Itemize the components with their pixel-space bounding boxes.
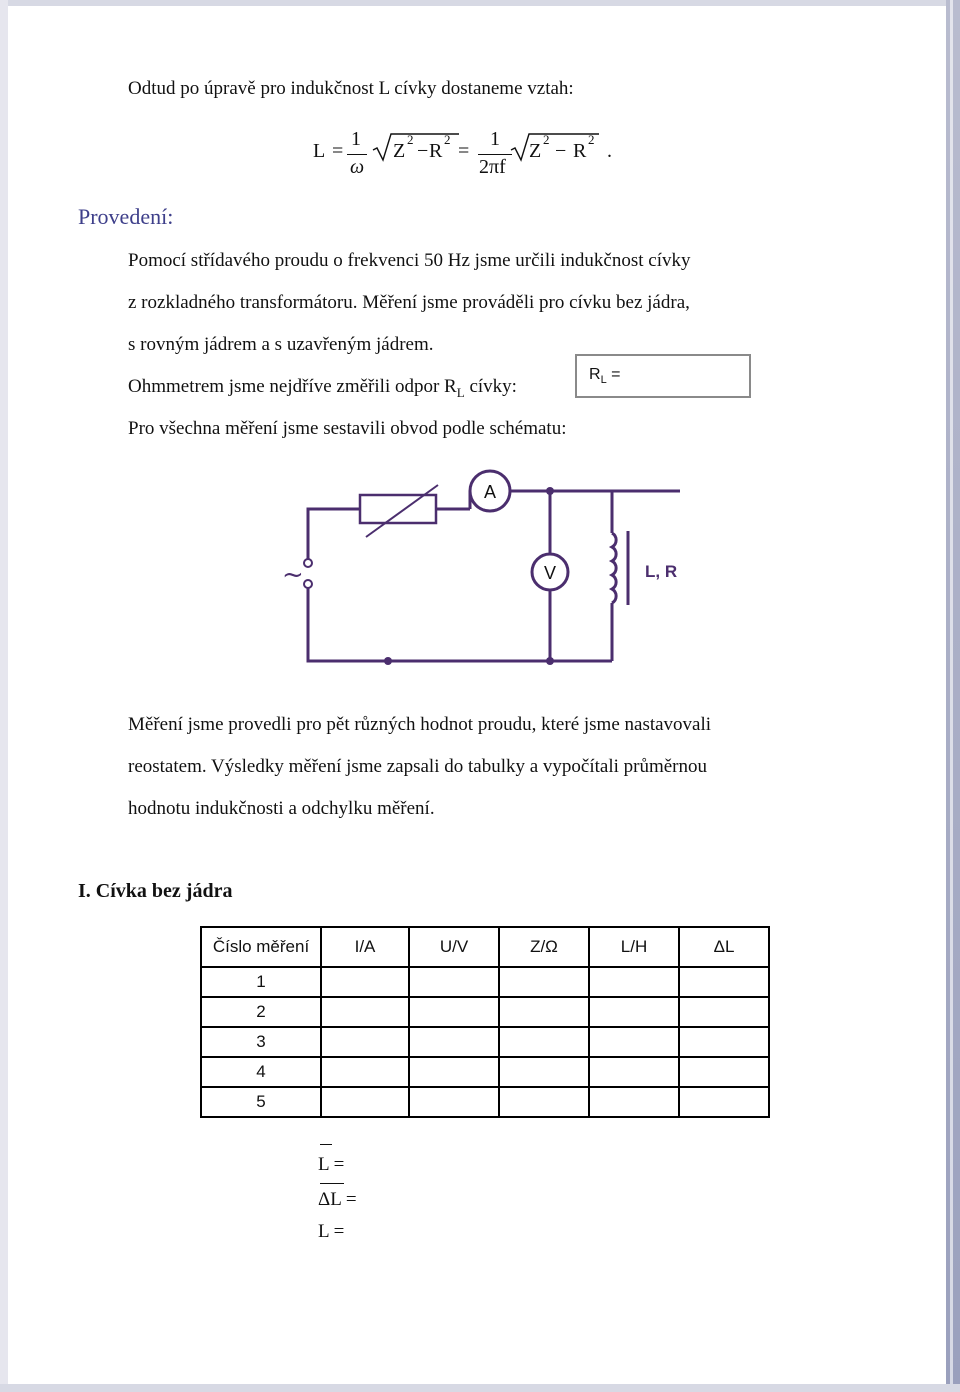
table-cell[interactable] bbox=[409, 1027, 499, 1057]
rheostat-arrow bbox=[366, 485, 438, 537]
table-cell[interactable] bbox=[589, 1087, 679, 1117]
header-cislo: Číslo měření bbox=[201, 927, 321, 967]
page-border-top bbox=[0, 0, 960, 6]
mean-inductance: L = bbox=[318, 1154, 345, 1175]
header-deviation: ΔL bbox=[679, 927, 769, 967]
voltmeter-label: V bbox=[543, 563, 557, 583]
rl-sub: L bbox=[600, 374, 607, 387]
ohmmeter-line-prefix: Ohmmetrem jsme nejdříve změřili odpor R bbox=[128, 376, 457, 397]
table-cell[interactable] bbox=[321, 1027, 409, 1057]
table-cell[interactable] bbox=[409, 997, 499, 1027]
rl-r: R bbox=[589, 366, 601, 383]
row-number: 1 bbox=[201, 967, 321, 997]
ohmmeter-line bbox=[128, 376, 517, 401]
table-cell[interactable] bbox=[499, 1087, 589, 1117]
ohmmeter-line-sub: L bbox=[456, 384, 465, 400]
formula-r-1: R bbox=[429, 140, 443, 162]
paragraph2-line-1: Měření jsme provedli pro pět různých hodnot proudu, které jsme nastavovali bbox=[128, 714, 712, 735]
row-number: 4 bbox=[201, 1057, 321, 1087]
paragraph2-line-2: reostatem. Výsledky měření jsme zapsali do tabulky a vypočítali průměrnou bbox=[128, 756, 707, 777]
wire-left-top bbox=[308, 509, 360, 560]
junction-bottom-right bbox=[546, 657, 554, 665]
formula-z-1: Z bbox=[393, 140, 406, 162]
formula-r-2: R bbox=[573, 140, 587, 162]
junction-bottom-left bbox=[384, 657, 392, 665]
table-cell[interactable] bbox=[679, 1027, 769, 1057]
table-cell[interactable] bbox=[499, 967, 589, 997]
table-cell[interactable] bbox=[321, 967, 409, 997]
ohmmeter-line-suffix: cívky: bbox=[464, 376, 517, 397]
paragraph-line-1: Pomocí střídavého proudu o frekvenci 50 Hz jsme určili indukčnost cívky bbox=[128, 250, 691, 271]
rl-eq: = bbox=[611, 366, 621, 383]
inductance-formula bbox=[305, 128, 635, 188]
mean-deviation: ΔL = bbox=[318, 1189, 357, 1210]
table-cell[interactable] bbox=[409, 967, 499, 997]
table-cell[interactable] bbox=[589, 967, 679, 997]
table-row bbox=[201, 1087, 769, 1117]
final-inductance: L = bbox=[318, 1221, 345, 1242]
table-cell[interactable] bbox=[589, 997, 679, 1027]
measurement-table bbox=[200, 926, 770, 1118]
intro-text: Odtud po úpravě pro indukčnost L cívky dostaneme vztah: bbox=[128, 78, 574, 99]
junction-top bbox=[546, 487, 554, 495]
table-row bbox=[201, 997, 769, 1027]
ammeter-label: A bbox=[483, 482, 497, 502]
header-voltage: U/V bbox=[409, 927, 499, 967]
paragraph-line-2: z rozkladného transformátoru. Měření jsme prováděli pro cívku bez jádra, bbox=[128, 292, 690, 313]
wire-bottom bbox=[308, 586, 612, 661]
table-title: I. Cívka bez jádra bbox=[78, 880, 233, 902]
coil-winding bbox=[612, 533, 616, 603]
coil-label: L, R bbox=[645, 562, 678, 581]
formula-numerator-1: 1 bbox=[351, 128, 361, 150]
formula-sq-3: 2 bbox=[543, 132, 550, 147]
schema-line: Pro všechna měření jsme sestavili obvod podle schématu: bbox=[128, 418, 567, 439]
mean-bar-l bbox=[320, 1144, 332, 1145]
formula-dot: . bbox=[607, 140, 612, 162]
table-cell[interactable] bbox=[499, 997, 589, 1027]
formula-numerator-2: 1 bbox=[490, 128, 500, 150]
mean-bar-dl bbox=[320, 1183, 344, 1184]
table-cell[interactable] bbox=[321, 1057, 409, 1087]
table-cell[interactable] bbox=[589, 1057, 679, 1087]
formula-sq-4: 2 bbox=[588, 132, 595, 147]
table-cell[interactable] bbox=[499, 1057, 589, 1087]
section-heading: Provedení: bbox=[78, 204, 174, 229]
table-cell[interactable] bbox=[679, 967, 769, 997]
header-current: I/A bbox=[321, 927, 409, 967]
formula-eq-1: = bbox=[332, 140, 344, 162]
page-scrollbar[interactable] bbox=[946, 0, 960, 1392]
source-terminal-top bbox=[304, 559, 312, 567]
formula-twopif: 2πf bbox=[479, 156, 506, 178]
table-cell[interactable] bbox=[589, 1027, 679, 1057]
resistance-answer-box[interactable] bbox=[575, 354, 751, 398]
formula-minus-1: − bbox=[417, 140, 429, 162]
table-cell[interactable] bbox=[499, 1027, 589, 1057]
page-border-bottom bbox=[0, 1384, 960, 1392]
table-cell[interactable] bbox=[679, 997, 769, 1027]
resistance-label bbox=[589, 366, 620, 386]
formula-sq-1: 2 bbox=[407, 132, 414, 147]
row-number: 3 bbox=[201, 1027, 321, 1057]
table-header-row bbox=[201, 927, 769, 967]
table-cell[interactable] bbox=[321, 997, 409, 1027]
table-cell[interactable] bbox=[409, 1087, 499, 1117]
table-row bbox=[201, 1057, 769, 1087]
fraction-bar-1 bbox=[347, 154, 367, 155]
header-inductance: L/H bbox=[589, 927, 679, 967]
formula-z-2: Z bbox=[529, 140, 542, 162]
ac-source-icon: ~ bbox=[282, 560, 304, 590]
formula-minus-2: − bbox=[555, 140, 567, 162]
paragraph2-line-3: hodnotu indukčnosti a odchylku měření. bbox=[128, 798, 435, 819]
row-number: 5 bbox=[201, 1087, 321, 1117]
rheostat-body bbox=[360, 495, 436, 523]
table-cell[interactable] bbox=[679, 1087, 769, 1117]
formula-omega: ω bbox=[350, 156, 365, 178]
header-impedance: Z/Ω bbox=[499, 927, 589, 967]
fraction-bar-2 bbox=[478, 154, 512, 155]
table-cell[interactable] bbox=[679, 1057, 769, 1087]
formula-sq-2: 2 bbox=[444, 132, 451, 147]
page-border-left bbox=[0, 0, 8, 1392]
row-number: 2 bbox=[201, 997, 321, 1027]
table-row bbox=[201, 1027, 769, 1057]
table-row bbox=[201, 967, 769, 997]
table-cell[interactable] bbox=[409, 1057, 499, 1087]
formula-eq-2: = bbox=[458, 140, 470, 162]
source-terminal-bottom bbox=[304, 580, 312, 588]
table-cell[interactable] bbox=[321, 1087, 409, 1117]
formula-lhs: L bbox=[313, 140, 326, 162]
circuit-diagram bbox=[270, 465, 690, 675]
paragraph-line-3: s rovným jádrem a s uzavřeným jádrem. bbox=[128, 334, 434, 355]
